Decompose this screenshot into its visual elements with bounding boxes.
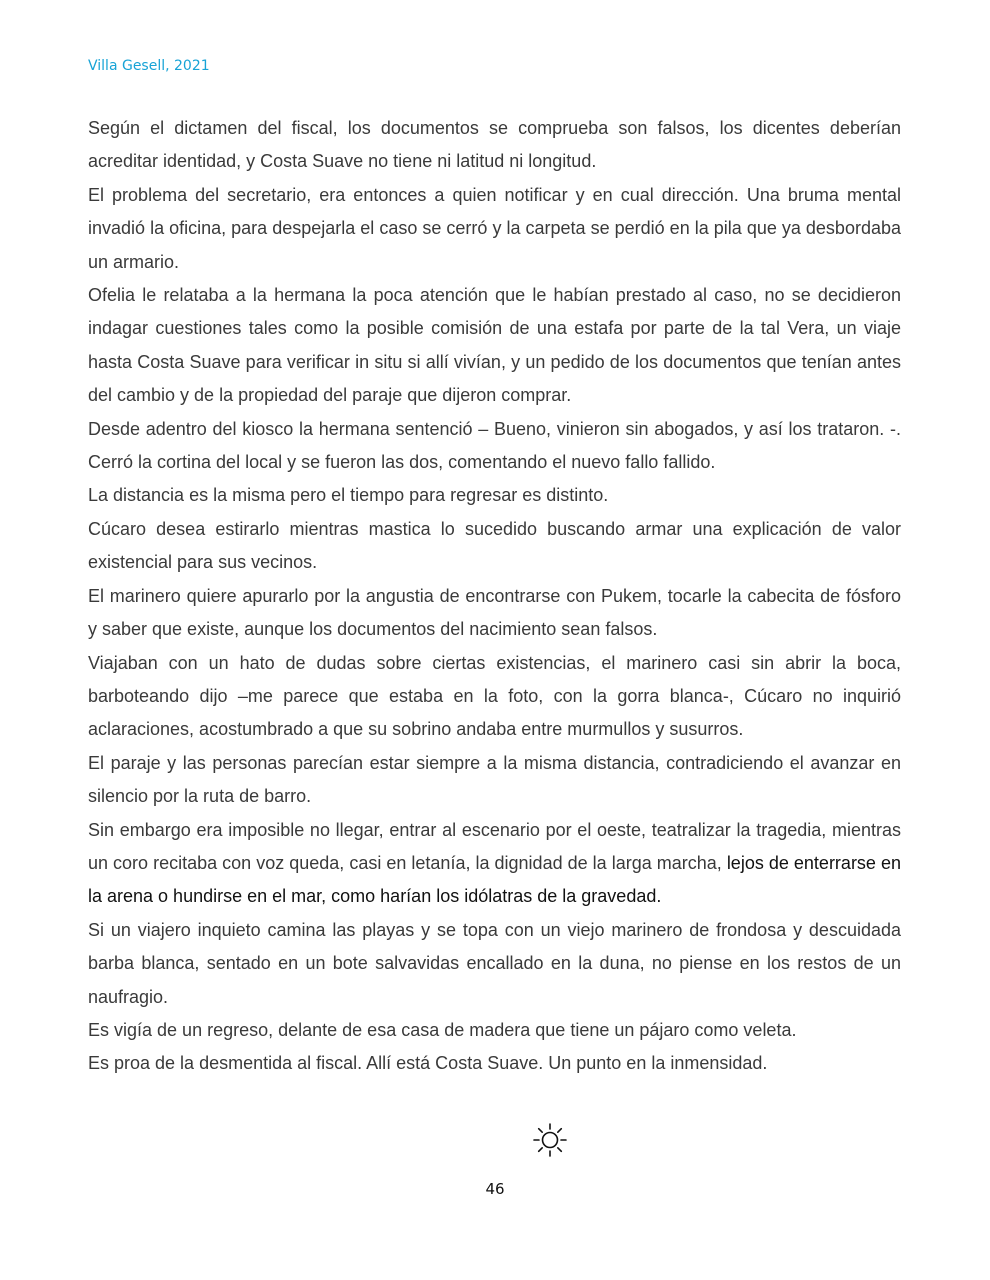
paragraph: Cúcaro desea estirarlo mientras mastica lo sucedido buscando armar una explicación de valor existencial para sus vecinos.	[88, 518, 901, 573]
page-number: 46	[485, 1180, 505, 1198]
paragraph	[88, 814, 901, 914]
paragraph: Desde adentro del kiosco la hermana sentenció – Bueno, vinieron sin abogados, y así los trataron. -. Cerró la cortina del local y se fueron las dos, comentando el nuevo fallo fallido.	[88, 418, 901, 473]
paragraph: Ofelia le relataba a la hermana la poca atención que le habían prestado al caso, no se decidieron indagar cuestiones tales como la posible comisión de una estafa por parte de la tal Vera, un viaje hasta Costa Suave para verificar in situ si allí vivían, y un pedido de los documentos que tenían antes del cambio y de la propiedad del paraje que dijeron comprar.	[88, 285, 901, 406]
paragraph-segment-dark: lejos de enterrarse en la arena o hundirse en el mar, como harían los idólatras de la gravedad.	[88, 852, 901, 907]
paragraph: El marinero quiere apurarlo por la angustia de encontrarse con Pukem, tocarle la cabecita de fósforo y saber que existe, aunque los documentos del nacimiento sean falsos.	[88, 585, 901, 640]
paragraph: Si un viajero inquieto camina las playas y se topa con un viejo marinero de frondosa y descuidada barba blanca, sentado en un bote salvavidas encallado en la duna, no piense en los restos de un naufragio.	[88, 919, 901, 1007]
paragraph: Viajaban con un hato de dudas sobre ciertas existencias, el marinero casi sin abrir la boca, barboteando dijo –me parece que estaba en la foto, con la gorra blanca-, Cúcaro no inquirió aclaraciones, acostumbrado a que su sobrino andaba entre murmullos y susurros.	[88, 652, 901, 740]
body-text	[88, 112, 901, 1081]
paragraph: La distancia es la misma pero el tiempo para regresar es distinto.	[88, 485, 609, 506]
paragraph-segment: Sin embargo era imposible no llegar, entrar al escenario por el oeste, teatralizar la tragedia, mientras un coro recitaba con voz queda, casi en letanía, la dignidad de la larga marcha,	[88, 819, 901, 873]
running-header: Villa Gesell, 2021	[88, 58, 210, 74]
sun-icon	[528, 1118, 572, 1162]
paragraph: El problema del secretario, era entonces a quien notificar y en cual dirección. Una bruma mental invadió la oficina, para despejarla el caso se cerró y la carpeta se perdió en la pila que ya desbordaba un armario.	[88, 184, 901, 272]
paragraph: Según el dictamen del fiscal, los documentos se comprueba son falsos, los dicentes deberían acreditar identidad, y Costa Suave no tiene ni latitud ni longitud.	[88, 118, 901, 172]
paragraph: El paraje y las personas parecían estar siempre a la misma distancia, contradiciendo el avanzar en silencio por la ruta de barro.	[88, 752, 901, 807]
paragraph: Es proa de la desmentida al fiscal. Allí está Costa Suave. Un punto en la inmensidad.	[88, 1053, 768, 1074]
paragraph: Es vigía de un regreso, delante de esa casa de madera que tiene un pájaro como veleta.	[88, 1019, 797, 1040]
